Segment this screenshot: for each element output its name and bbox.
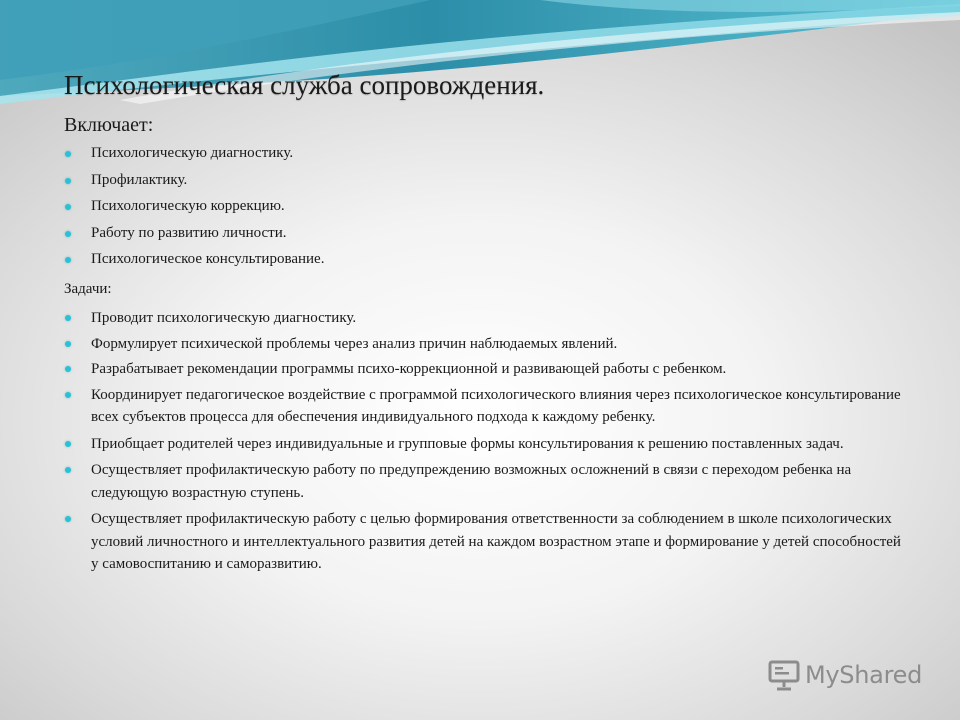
list-item — [64, 251, 904, 268]
bullet-icon — [65, 178, 71, 184]
watermark-text: MyShared — [805, 661, 923, 689]
list-item — [64, 333, 904, 356]
list-item — [64, 433, 904, 456]
bullet-icon — [65, 315, 71, 321]
bullet-icon — [65, 341, 71, 347]
bullet-icon — [65, 257, 71, 263]
list-item-text: Психологическую коррекцию. — [91, 198, 285, 215]
tasks-list — [64, 307, 904, 579]
list-item-text: Приобщает родителей через индивидуальные и групповые формы консультирования к решению поставленных задач. — [91, 435, 844, 452]
list-item — [64, 508, 904, 576]
list-item-text: Формулирует психической проблемы через анализ причин наблюдаемых явлений. — [91, 335, 618, 352]
includes-list — [64, 145, 904, 278]
bullet-icon — [65, 366, 71, 372]
list-item — [64, 307, 904, 330]
bullet-icon — [65, 392, 71, 398]
list-item-text: Профилактику. — [91, 171, 188, 188]
list-item — [64, 198, 904, 215]
list-item — [64, 358, 904, 381]
bullet-icon — [65, 516, 71, 522]
list-item-text: Психологическую диагностику. — [91, 145, 294, 161]
list-item-text: Осуществляет профилактическую работу по предупреждению возможных осложнений в связи с переходом ребенка на следующую возрастную ступень. — [91, 462, 852, 501]
list-item — [64, 145, 904, 162]
bullet-icon — [65, 151, 71, 157]
bullet-icon — [65, 204, 71, 210]
list-item-text: Проводит психологическую диагностику. — [91, 310, 357, 326]
list-item-text: Разрабатывает рекомендации программы психо-коррекционной и развивающей работы с ребенком. — [91, 361, 727, 377]
list-item-text: Психологическое консультирование. — [91, 251, 325, 268]
tasks-heading: Задачи: — [64, 281, 112, 297]
presentation-board-icon — [767, 658, 801, 692]
bullet-icon — [65, 441, 71, 447]
list-item-text: Координирует педагогическое воздействие с программой психологического влияния через психологическое консультирование всех субъектов процесса для обеспечения индивидуального подхода к каждому ребенку. — [91, 386, 901, 425]
list-item — [64, 384, 904, 429]
list-item-text: Осуществляет профилактическую работу с целью формирования ответственности за соблюдением в школе психологических условий личностного и интеллектуального развития детей на каждом возрастном этапе и формирование у детей способностей у самовоспитанию и саморазвитию. — [91, 511, 901, 572]
list-item — [64, 172, 904, 189]
watermark-logo — [767, 657, 927, 693]
bullet-icon — [65, 467, 71, 473]
includes-heading: Включает: — [64, 114, 154, 136]
bullet-icon — [65, 231, 71, 237]
list-item-text: Работу по развитию личности. — [91, 224, 287, 241]
slide-title: Психологическая служба сопровождения. — [64, 70, 545, 100]
list-item — [64, 225, 904, 242]
list-item — [64, 459, 904, 504]
